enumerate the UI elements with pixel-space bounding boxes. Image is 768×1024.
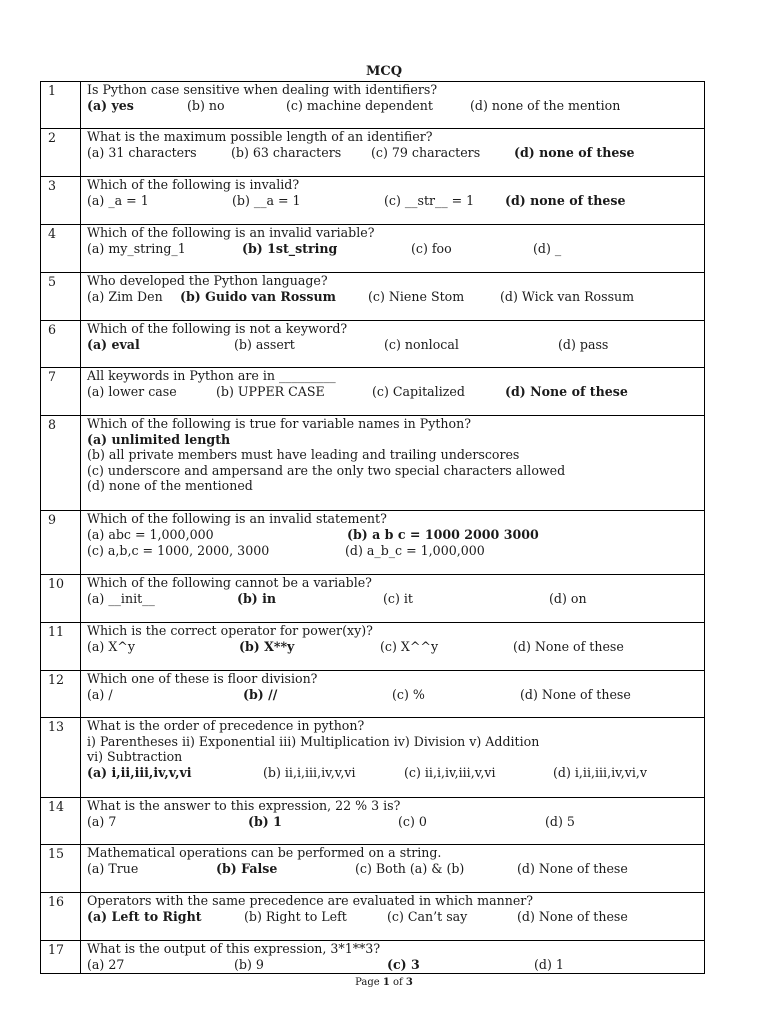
answer-option: (c) a,b,c = 1000, 2000, 3000 — [87, 542, 270, 558]
question-cell — [81, 671, 705, 718]
answer-option: (b) 63 characters — [231, 144, 342, 160]
question-cell — [81, 82, 705, 129]
answer-options — [87, 957, 700, 973]
answer-option: (d) None of these — [520, 686, 631, 702]
answer-options — [87, 98, 700, 114]
answer-option: (c) it — [383, 590, 413, 606]
question-row — [41, 225, 705, 273]
answer-options — [87, 193, 700, 209]
answer-options — [87, 687, 700, 703]
answer-options — [87, 145, 700, 161]
question-row — [41, 845, 705, 893]
question-row — [41, 941, 705, 974]
answer-option: (c) Niene Stom — [368, 288, 465, 304]
answer-option-correct: (a) eval — [87, 336, 140, 352]
answer-option: (d) on — [549, 590, 587, 606]
question-cell — [81, 845, 705, 893]
question-row — [41, 511, 705, 575]
question-text: What is the output of this expression, 3*1**3? — [87, 941, 381, 956]
answer-option: (c) Capitalized — [372, 383, 465, 399]
question-cell — [81, 798, 705, 845]
question-text: Operators with the same precedence are evaluated in which manner? — [87, 893, 534, 908]
question-text: Which of the following is not a keyword? — [87, 321, 348, 336]
question-number: 15 — [41, 845, 81, 893]
mcq-table — [40, 81, 705, 974]
answer-options — [87, 289, 700, 305]
answer-option: (d) 1 — [534, 956, 564, 972]
answer-option-correct: (d) none of these — [514, 144, 635, 160]
question-number: 14 — [41, 798, 81, 845]
question-row — [41, 416, 705, 511]
answer-option: (a) __init__ — [87, 590, 155, 606]
question-text: Which of the following is an invalid statement? — [87, 511, 387, 526]
answer-option: (d) i,ii,iii,iv,vi,v — [553, 764, 647, 780]
question-number: 17 — [41, 941, 81, 974]
question-number: 6 — [41, 321, 81, 368]
question-row — [41, 82, 705, 129]
answer-option: (a) X^y — [87, 638, 135, 654]
answer-option: (d) Wick van Rossum — [500, 288, 635, 304]
question-cell — [81, 718, 705, 798]
answer-option-correct: (a) yes — [87, 97, 134, 113]
answer-options — [87, 384, 700, 400]
question-number: 9 — [41, 511, 81, 575]
answer-options — [87, 543, 700, 559]
answer-option-correct: (b) 1st_string — [242, 240, 338, 256]
question-text: Which is the correct operator for power(xy)? — [87, 623, 373, 638]
question-cell — [81, 225, 705, 273]
question-cell — [81, 177, 705, 225]
answer-option: (b) no — [187, 97, 225, 113]
question-text: Which one of these is floor division? — [87, 671, 318, 686]
answer-option-correct: (b) // — [243, 686, 278, 702]
answer-option-correct: (b) Guido van Rossum — [180, 288, 336, 304]
answer-options — [87, 814, 700, 830]
answer-options — [87, 527, 700, 543]
question-cell — [81, 941, 705, 974]
answer-options — [87, 241, 700, 257]
answer-option: (a) True — [87, 860, 139, 876]
footer-page-number: 1 — [382, 977, 390, 988]
answer-option-correct: (d) none of these — [505, 192, 626, 208]
question-cell — [81, 416, 705, 511]
question-row — [41, 129, 705, 177]
answer-option: (a) Zim Den — [87, 288, 163, 304]
answer-option: (d) None of these — [517, 860, 628, 876]
question-cell — [81, 511, 705, 575]
question-row — [41, 273, 705, 321]
answer-option: (a) 31 characters — [87, 144, 197, 160]
page-title: MCQ — [365, 64, 403, 79]
question-text: Who developed the Python language? — [87, 273, 328, 288]
answer-option: (d) None of these — [517, 908, 628, 924]
question-row — [41, 893, 705, 941]
answer-option: (d) none of the mentioned — [87, 478, 253, 493]
answer-option: (a) / — [87, 686, 113, 702]
answer-option: (d) pass — [558, 336, 609, 352]
answer-options — [87, 639, 700, 655]
question-row — [41, 718, 705, 798]
question-cell — [81, 575, 705, 623]
answer-option: (c) 0 — [398, 813, 427, 829]
question-number: 10 — [41, 575, 81, 623]
question-number: 13 — [41, 718, 81, 798]
answer-option-correct: (d) None of these — [505, 383, 628, 399]
answer-option: (c) Can’t say — [387, 908, 468, 924]
answer-option: (c) foo — [411, 240, 452, 256]
question-text: All keywords in Python are in _________ — [87, 368, 336, 383]
question-text: What is the answer to this expression, 22 % 3 is? — [87, 798, 401, 813]
question-extra-line: i) Parentheses ii) Exponential iii) Multiplication iv) Division v) Addition — [87, 733, 540, 749]
answer-option: (c) underscore and ampersand are the only two special characters allowed — [87, 462, 566, 478]
answer-option-correct: (a) Left to Right — [87, 908, 202, 924]
question-text: What is the order of precedence in python? — [87, 718, 365, 733]
footer-prefix: Page — [355, 977, 383, 988]
question-row — [41, 321, 705, 368]
answer-option: (b) __a = 1 — [232, 192, 301, 208]
answer-option: (d) a_b_c = 1,000,000 — [345, 542, 485, 558]
question-row — [41, 671, 705, 718]
answer-option: (a) my_string_1 — [87, 240, 186, 256]
question-text: What is the maximum possible length of an identifier? — [87, 129, 433, 144]
answer-option: (b) assert — [234, 336, 295, 352]
question-number: 2 — [41, 129, 81, 177]
answer-option: (c) nonlocal — [384, 336, 459, 352]
question-text: Which of the following is invalid? — [87, 177, 300, 192]
footer-separator: of — [389, 977, 406, 988]
page-footer — [0, 977, 768, 988]
answer-options — [87, 909, 700, 925]
question-extra-line: vi) Subtraction — [87, 749, 183, 764]
answer-option: (a) _a = 1 — [87, 192, 149, 208]
question-row — [41, 368, 705, 416]
answer-option: (c) __str__ = 1 — [384, 192, 475, 208]
answer-option-correct: (b) in — [237, 590, 277, 606]
question-number: 16 — [41, 893, 81, 941]
question-number: 7 — [41, 368, 81, 416]
question-number: 12 — [41, 671, 81, 718]
answer-option: (c) 79 characters — [371, 144, 481, 160]
question-row — [41, 177, 705, 225]
question-number: 1 — [41, 82, 81, 129]
answer-option-correct: (b) X**y — [239, 638, 295, 654]
answer-option: (b) all private members must have leading and trailing underscores — [87, 447, 520, 462]
answer-options — [87, 861, 700, 877]
question-text: Which of the following cannot be a variable? — [87, 575, 372, 590]
question-row — [41, 575, 705, 623]
answer-option-correct: (b) 1 — [248, 813, 282, 829]
answer-option-correct: (b) False — [216, 860, 278, 876]
answer-options — [87, 765, 700, 781]
question-row — [41, 623, 705, 671]
answer-option-correct: (a) unlimited length — [87, 431, 231, 447]
answer-option: (c) machine dependent — [286, 97, 433, 113]
answer-option-correct: (c) 3 — [387, 956, 420, 972]
answer-option: (a) 27 — [87, 956, 125, 972]
question-number: 5 — [41, 273, 81, 321]
question-text: Which of the following is an invalid variable? — [87, 225, 375, 240]
answer-options — [87, 337, 700, 353]
answer-option: (c) % — [392, 686, 425, 702]
question-cell — [81, 623, 705, 671]
answer-option: (d) 5 — [545, 813, 575, 829]
question-cell — [81, 129, 705, 177]
answer-option: (a) abc = 1,000,000 — [87, 526, 214, 542]
question-number: 8 — [41, 416, 81, 511]
answer-option: (b) 9 — [234, 956, 264, 972]
answer-option: (a) 7 — [87, 813, 117, 829]
answer-option: (b) UPPER CASE — [216, 383, 325, 399]
answer-option: (a) lower case — [87, 383, 177, 399]
question-number: 4 — [41, 225, 81, 273]
question-number: 11 — [41, 623, 81, 671]
answer-option-correct: (b) a b c = 1000 2000 3000 — [347, 526, 539, 542]
question-text: Which of the following is true for variable names in Python? — [87, 416, 471, 431]
question-cell — [81, 893, 705, 941]
answer-option: (c) ii,i,iv,iii,v,vi — [404, 764, 496, 780]
footer-total-pages: 3 — [405, 977, 413, 988]
answer-option: (d) none of the mention — [470, 97, 621, 113]
question-cell — [81, 368, 705, 416]
answer-options — [87, 432, 700, 494]
answer-option-correct: (a) i,ii,iii,iv,v,vi — [87, 764, 192, 780]
question-number: 3 — [41, 177, 81, 225]
question-text: Is Python case sensitive when dealing with identifiers? — [87, 82, 438, 97]
question-cell — [81, 273, 705, 321]
question-row — [41, 798, 705, 845]
question-cell — [81, 321, 705, 368]
answer-option: (b) ii,i,iii,iv,v,vi — [263, 764, 356, 780]
question-text: Mathematical operations can be performed on a string. — [87, 845, 442, 860]
answer-options — [87, 591, 700, 607]
answer-option: (d) _ — [533, 240, 562, 256]
answer-option: (c) Both (a) & (b) — [355, 860, 465, 876]
answer-option: (c) X^^y — [380, 638, 439, 654]
answer-option: (d) None of these — [513, 638, 624, 654]
answer-option: (b) Right to Left — [244, 908, 347, 924]
